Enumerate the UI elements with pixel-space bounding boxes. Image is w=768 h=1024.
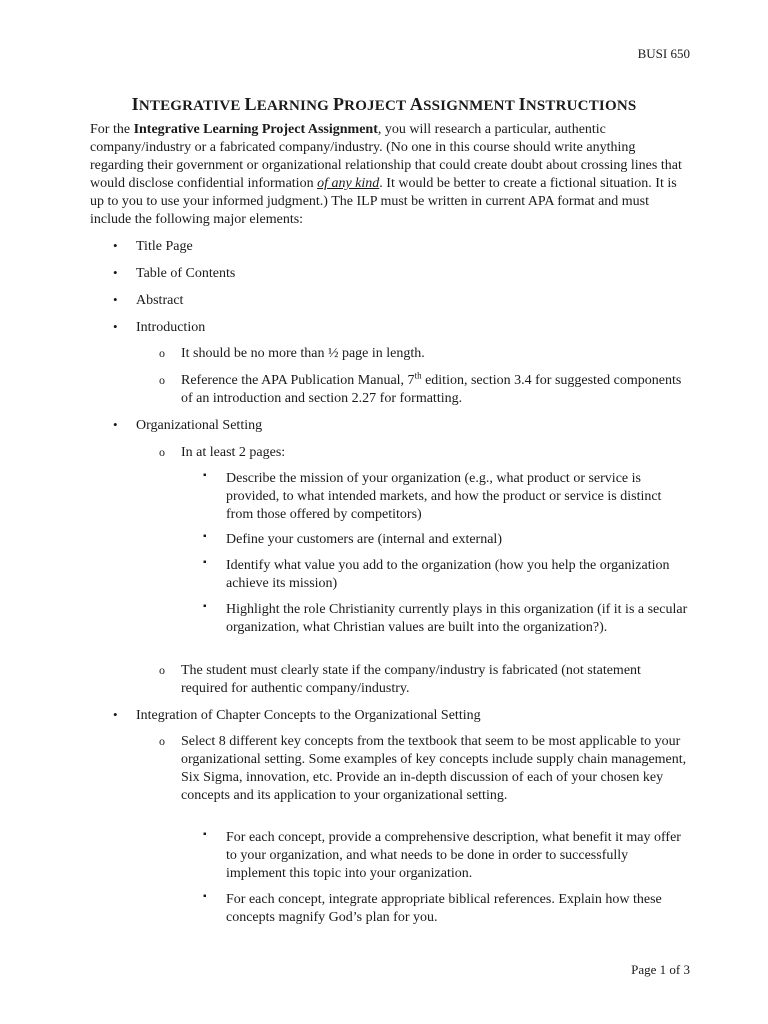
intro-underline: of any kind — [317, 176, 380, 191]
page-number: Page 1 of 3 — [631, 962, 690, 977]
intro-paragraph: For the Integrative Learning Project Assignment, you will research a particular, authentic company/industry or a fabricated company/industry. (No one in this course should write anything regarding their government or organizational relationship that could create doubt about crossing lines that would disclose confidential information of any kind. It would be better to create a fictional situation. It is up to you to use your informed judgment.) The ILP must be written in current APA format and must include the following major elements: — [90, 122, 682, 227]
document-page: BUSI 650 INTEGRATIVE LEARNING PROJECT ASSIGNMENT INSTRUCTIONS For the Integrative Learning Project Assignment, you will research a particular, authentic company/industry or a fabricated company/industry. (No one in this course should write anything regarding their government or organizational relationship that could create doubt about crossing lines that would disclose confidential information of any kind. It would be better to create a fictional situation. It is up to you to use your informed judgment.) The ILP must be written in current APA format and must include the following major elements: Title Page Table of Contents Abstract Introduction It should be no more than ½ page in length. Reference the APA Publication Manual, 7th edition, section 3.4 for suggested components of an introduction and section 2.27 for formatting. Organizational Setting In at least 2 pages: Describe the mission of your organization (e.g., what product or service is provided, to what intended markets, and how the product or service is distinct from those offered by competitors) Define your customers are (internal and external) Identify what value you add to the organization (how you help the organization achieve its mission) Highlight the role Christianity currently plays in this organization (if it is a secular organization, what Christian values are built into the organization?). The student must clearly state if the company/industry is fabricated (not statement required for authentic company/industry. Integration of Chapter Concepts to the Organizational Setting Select 8 different key concepts from the textbook that seem to be most applicable to your organizational setting. Some examples of key concepts include supply chain management, Six Sigma, innovation, etc. Provide an in-depth discussion of each of your chosen key concepts and its application to your organizational setting. For each concept, provide a comprehensive description, what benefit it may offer to your organization, and what needs to be done in order to successfully implement this topic into your organization. For each concept, integrate appropriate biblical references. Explain how these concepts magnify God’s plan for you. Page 1 of 3 — [0, 0, 768, 1024]
page-title: INTEGRATIVE LEARNING PROJECT ASSIGNMENT INSTRUCTIONS — [131, 94, 637, 114]
course-code: BUSI 650 — [637, 46, 690, 61]
intro-bold: Integrative Learning Project Assignment — [133, 122, 378, 137]
